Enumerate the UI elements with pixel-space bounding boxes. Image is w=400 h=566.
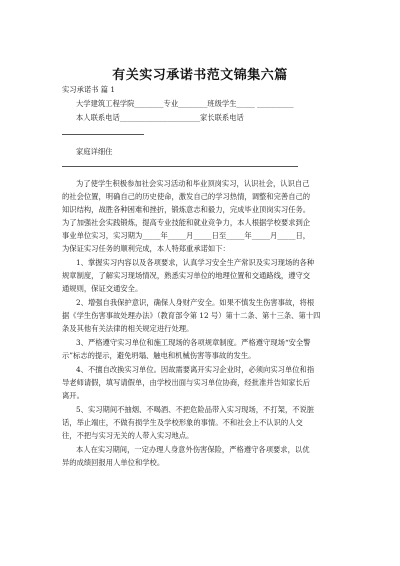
paragraph-line: 规章制度，了解实习现场情况，熟悉实习单位的地理位置和交通路线，遵守交 — [62, 271, 311, 280]
paragraph-line: 知识结构，战胜各种困难和挫折，锻炼意志和毅力，完成毕业顶岗实习任务。 — [62, 205, 311, 214]
paragraph-line: 为保证实习任务的顺利完成，本人特郑重承诺如下： — [62, 244, 230, 253]
paragraph-line: 导老师请假，填写请假单，由学校出面与实习单位协商，经批准并告知家长后 — [62, 378, 311, 387]
paragraph-line: 5、实习期间不抽烟、不喝酒、不把危险品带入实习现场，不打架，不说脏 — [76, 405, 315, 414]
paragraph-line: 离开。 — [62, 391, 84, 400]
fill-in-rule — [62, 134, 144, 135]
paragraph-line: 异的成绩回报用人单位和学校。 — [62, 458, 165, 467]
phone-info-line: 本人联系电话______________________家长联系电话 — [76, 113, 244, 122]
paragraph-line: 的社会位置，明确自己的历史使命，激发自己的学习热情，调整和完善自己的 — [62, 192, 311, 201]
paragraph-line: 1、掌握实习内容以及各项要求，认真学习安全生产常识及实习现场的各种 — [76, 258, 315, 267]
paragraph-line: 3、严格遵守实习单位和施工现场的各项规章制度。严格遵守现场“安全警 — [76, 338, 311, 347]
paragraph-line: 4、不擅自改换实习单位。因故需要离开实习企业时，必须向实习单位和指 — [76, 365, 315, 374]
document-title: 有关实习承诺书范文锦集六篇 — [112, 68, 288, 83]
paragraph-line: 话，举止端庄，不做有损学生及学校形象的事情。不和社会上不认识的人交 — [62, 418, 303, 427]
address-fill-rule — [62, 166, 298, 167]
paragraph-line: 示”标志的提示，避免坍塌、触电和机械伤害等事故的发生。 — [62, 351, 256, 360]
paragraph-line: 往，不把与实习无关的人带入实习地点。 — [62, 431, 194, 440]
paragraph-line: 本人在实习期间，一定办理人身意外伤害保险，严格遵守各项要求，以优 — [76, 445, 310, 454]
paragraph-line: 通规则，保证交通安全。 — [62, 284, 143, 293]
paragraph-line: 条及其他有关法律的相关规定进行处理。 — [62, 324, 194, 333]
home-address-label: 家庭详细住 — [76, 147, 113, 156]
section-subtitle: 实习承诺书 篇 1 — [62, 85, 116, 94]
paragraph-line: 为了加强社会实践锻炼，提高专业技能和就业竞争力，本人根据学校要求到企 — [62, 218, 311, 227]
paragraph-line: 为了使学生积极参加社会实习活动和毕业顶岗实习，认识社会，认识自己 — [76, 179, 310, 188]
paragraph-line: 事业单位实习，实习期为_____年_____月_____日至_____年_____月_____日， — [62, 231, 311, 240]
paragraph-line: 2、增强自我保护意识，确保人身财产安全。如果不慎发生伤害事故，将根 — [76, 298, 315, 307]
paragraph-line: 据《学生伤害事故处理办法》（教育部令第 12 号）第十二条、第十三条、第十四 — [62, 311, 321, 320]
student-info-line: 大学建筑工程学院________专业________班级学生_____ __________ — [76, 99, 294, 108]
